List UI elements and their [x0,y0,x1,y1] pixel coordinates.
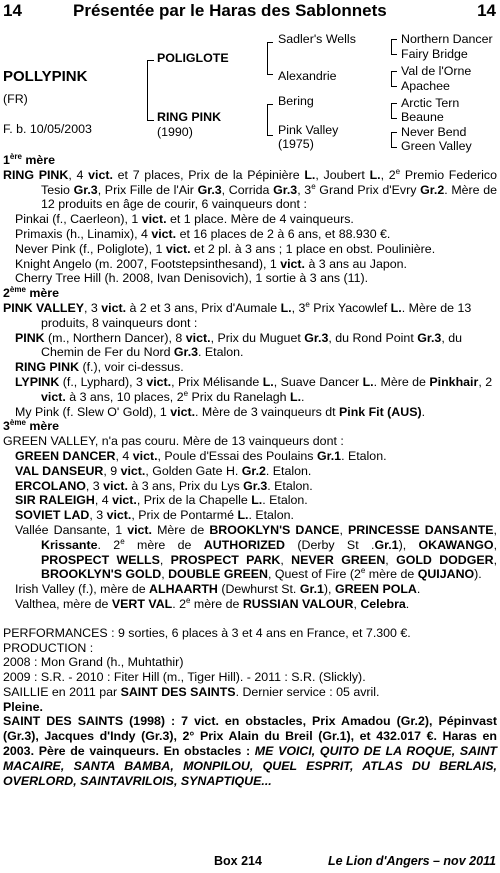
catalogue-text [3,153,497,788]
production-heading: PRODUCTION : [3,640,94,655]
produce-line: PINK (m., Northern Dancer), 8 vict., Prix du Muguet Gr.3, du Rond Point Gr.3, du Chemin de Fer du Nord Gr.3. Etalon. [15,330,462,360]
sire-sire: Sadler's Wells [278,32,356,46]
dam-dam-year: (1975) [278,137,314,151]
produce-line: Valthea, mère de VERT VAL. 2e mère de RUSSIAN VALOUR, Celebra. [15,595,410,611]
spacer [3,612,497,626]
g3-ancestor: Green Valley [401,139,472,153]
third-dam-record: GREEN VALLEY, n'a pas couru. Mère de 13 vainqueurs dont : [3,434,344,449]
produce-line: Knight Angelo (m. 2007, Footstepsinthesand), 1 vict. à 3 ans au Japon. [15,256,407,271]
sire-name: POLIGLOTE [157,51,229,65]
page-number-left: 14 [3,1,22,20]
first-dam-record: RING PINK, 4 vict. et 7 places, Prix de la Pépinière L., Joubert L., 2e Premio Federico Tesio Gr.3, Prix Fille de l'Air Gr.3, Corrida Gr.3, 3e Grand Prix d'Evry Gr.2. Mère de 12 produits en âge de courir, 6 vainqueurs dont : [3,166,498,212]
page-title: Présentée par le Haras des Sablonnets [73,1,387,20]
second-dam-record: PINK VALLEY, 3 vict. à 2 et 3 ans, Prix d'Aumale L., 3e Prix Yacowlef L.. Mère de 13 produits, 8 vainqueurs dont : [3,299,472,330]
produce-line: Vallée Dansante, 1 vict. Mère de BROOKLYN'S DANCE, PRINCESSE DANSANTE, Krissante. 2e mère de AUTHORIZED (Derby St .Gr.1), OKAWANGO, PROSPECT WELLS, PROSPECT PARK, NEVER GREEN, GOLD DODGER, BROOKLYN'S GOLD, DOUBLE GREEN, Quest of Fire (2e mère de QUIJANO). [15,522,498,582]
page-header [3,0,496,22]
dam-dam: Pink Valley [278,123,339,137]
produce-line: Cherry Tree Hill (h. 2008, Ivan Denisovich), 1 sortie à 3 ans (11). [15,271,369,286]
bracket-g3-2 [391,71,397,87]
page-number-right: 14 [477,1,496,20]
page-footer [0,854,500,872]
produce-line: LYPINK (f., Lyphard), 3 vict., Prix Mélisande L., Suave Dancer L.. Mère de Pinkhair, 2 vict. à 3 ans, 10 places, 2e Prix du Ranelagh L.. [15,374,493,404]
g3-ancestor: Val de l'Orne [401,64,472,78]
section-heading-first-dam: 1ère mère [3,151,55,167]
sire-dam: Alexandrie [278,69,337,83]
dam-sire: Bering [278,94,314,108]
produce-line: Irish Valley (f.), mère de ALHAARTH (Dewhurst St. Gr.1), GREEN POLA. [15,582,421,597]
production-line: 2009 : S.R. - 2010 : Fiter Hill (m., Tiger Hill). - 2011 : S.R. (Slickly). [3,670,366,685]
produce-line: RING PINK (f.), voir ci-dessus. [15,360,184,375]
production-line: 2008 : Mon Grand (h., Muhtathir) [3,655,184,670]
produce-line: My Pink (f. Slew O' Gold), 1 vict.. Mère de 3 vainqueurs dt Pink Fit (AUS). [15,404,426,419]
dam-year: (1990) [157,125,193,139]
bracket-g3-1 [391,39,397,55]
produce-line: SIR RALEIGH, 4 vict., Prix de la Chapelle L.. Etalon. [15,493,308,508]
horse-name: POLLYPINK [3,68,88,85]
bracket-gen1 [147,60,154,121]
produce-line: Never Pink (f., Poliglote), 1 vict. et 2 pl. à 3 ans ; 1 place en obst. Poulinière. [15,241,436,256]
section-heading-second-dam: 2ème mère [3,285,59,301]
g3-ancestor: Apachee [401,79,450,93]
produce-line: VAL DANSEUR, 9 vict., Golden Gate H. Gr.2. Etalon. [15,463,312,478]
bracket-g3-3 [391,103,397,119]
box-number: Box 214 [214,854,262,868]
produce-line: Pinkai (f., Caerleon), 1 vict. et 1 place. Mère de 4 vainqueurs. [15,212,354,227]
produce-line: ERCOLANO, 3 vict. à 3 ans, Prix du Lys Gr.3. Etalon. [15,478,313,493]
stallion-description: SAINT DES SAINTS (1998) : 7 vict. en obstacles, Prix Amadou (Gr.2), Pépinvast (Gr.3), Jacques d'Indy (Gr.3), 2° Prix Alain du Breil (Gr.1), et 432.017 €. Haras en 2003. Père de vainqueurs. En obstacles : ME VOICI, QUITO DE LA ROQUE, SAINT MACAIRE, SANTA BAMBA, MONPILOU, QUEL ESPRIT, ATLAS DU BERLAIS, OVERLORD, SAINTAVRILOIS, SYNAPTIQUE... [3,714,497,788]
g3-ancestor: Arctic Tern [401,96,460,110]
event-label: Le Lion d'Angers – nov 2011 [327,854,496,868]
produce-line: GREEN DANCER, 4 vict., Poule d'Essai des Poulains Gr.1. Etalon. [15,448,387,463]
pedigree-table [0,26,500,151]
produce-line: Primaxis (h., Linamix), 4 vict. et 16 places de 2 à 6 ans, et 88.930 €. [15,226,391,241]
bracket-sire [267,42,273,75]
bracket-g3-4 [391,132,397,148]
produce-line: SOVIET LAD, 3 vict., Prix de Pontarmé L.. Etalon. [15,508,294,523]
performances: PERFORMANCES : 9 sorties, 6 places à 3 et 4 ans en France, et 7.300 €. [3,625,411,640]
saillie-status: Pleine. [3,699,43,714]
g3-ancestor: Beaune [401,110,444,124]
bracket-dam [267,104,273,136]
g3-ancestor: Northern Dancer [401,32,493,46]
horse-origin: (FR) [3,92,28,106]
saillie: SAILLIE en 2011 par SAINT DES SAINTS. Dernier service : 05 avril. [3,684,380,699]
g3-ancestor: Fairy Bridge [401,47,468,61]
horse-birth: F. b. 10/05/2003 [3,122,92,136]
dam-name: RING PINK [157,110,222,124]
g3-ancestor: Never Bend [401,125,467,139]
section-heading-third-dam: 3ème mère [3,418,59,434]
